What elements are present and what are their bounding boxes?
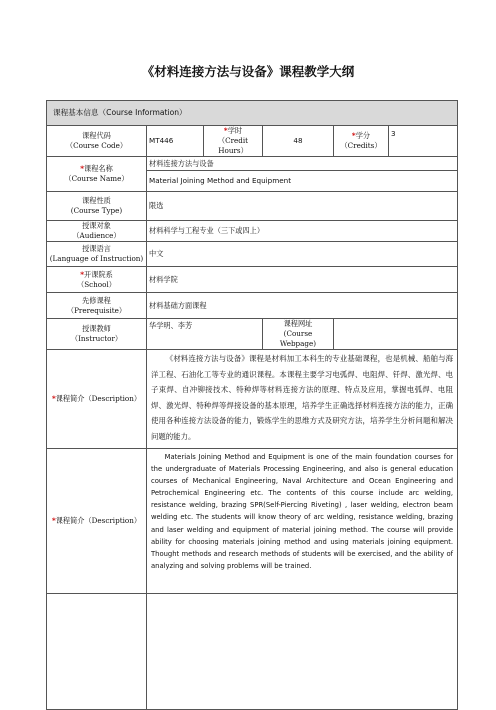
empty-content-cell	[147, 594, 458, 710]
instructor-value: 华学明、李芳	[147, 319, 263, 350]
credit-hours-label: *学时 （Credit Hours）	[204, 126, 263, 157]
language-label: 授课语言 (Language of Instruction)	[47, 242, 147, 267]
course-name-label: *课程名称 （Course Name）	[47, 157, 147, 192]
credits-label: *学分 （Credits）	[334, 126, 389, 157]
page-title: 《材料连接方法与设备》课程教学大纲	[141, 64, 355, 79]
description-cn-label: *课程简介（Description）	[47, 350, 147, 449]
audience-label: 授课对象 （Audience）	[47, 221, 147, 242]
section-header: 课程基本信息（Course Information）	[47, 101, 458, 126]
credits-value: 3	[389, 126, 458, 157]
credit-hours-value: 48	[263, 126, 334, 157]
prerequisite-label: 先修课程 （Prerequisite）	[47, 293, 147, 319]
description-cn-text: 《材料连接方法与设备》课程是材料加工本科生的专业基础课程，也是机械、船舶与海洋工程、石油化工等专业的通识课程。本课程主要学习电弧焊、电阻焊、钎焊、激光焊、电子束焊、自冲铆接技术、特种焊等材料连接方法的原理、特点及应用，掌握电弧焊、电阻焊、激光焊、特种焊等焊接设备的基本原理，培养学生正确选择材料连接方法的能力，正确使用各种连接方法设备的能力，锻炼学生的思维方式及研究方法，培养学生分析问题和解决问题的能力。	[147, 350, 458, 449]
description-en-text: Materials Joining Method and Equipment is one of the main foundation courses for the undergraduate of Materials Processing Engineering, and also is general education courses of Mechanical Engineering, Naval Architecture and Ocean Engineering and Petrochemical Engineering etc. The contents of this course include arc welding, resistance welding, brazing SPR(Self-Piercing Riveting) , laser welding, electron beam welding etc. The students will know theory of arc welding, resistance welding, brazing and laser welding and equipment of material joining method. The course will provide ability for choosing materials joining method and using materials joining equipment. Thought methods and research methods of students will be exercised, and the ability of analyzing and solving problems will be trained.	[147, 449, 458, 594]
course-code-label: 课程代码 （Course Code）	[47, 126, 147, 157]
course-type-value: 限选	[147, 192, 458, 221]
webpage-label: 课程网址 (Course Webpage)	[263, 319, 334, 350]
language-value: 中文	[147, 242, 458, 267]
course-type-label: 课程性质 (Course Type)	[47, 192, 147, 221]
course-info-table	[46, 100, 458, 710]
webpage-value	[334, 319, 458, 350]
school-label: *开课院系 （School）	[47, 267, 147, 293]
course-name-cn: 材料连接方法与设备	[147, 157, 458, 171]
description-en-label: *课程简介（Description）	[47, 449, 147, 594]
empty-label-cell	[47, 594, 147, 710]
prerequisite-value: 材料基础方面课程	[147, 293, 458, 319]
audience-value: 材料科学与工程专业（三下或四上）	[147, 221, 458, 242]
school-value: 材料学院	[147, 267, 458, 293]
course-name-en: Material Joining Method and Equipment	[147, 171, 458, 192]
instructor-label: 授课教师 （Instructor）	[47, 319, 147, 350]
course-code-value: MT446	[147, 126, 204, 157]
